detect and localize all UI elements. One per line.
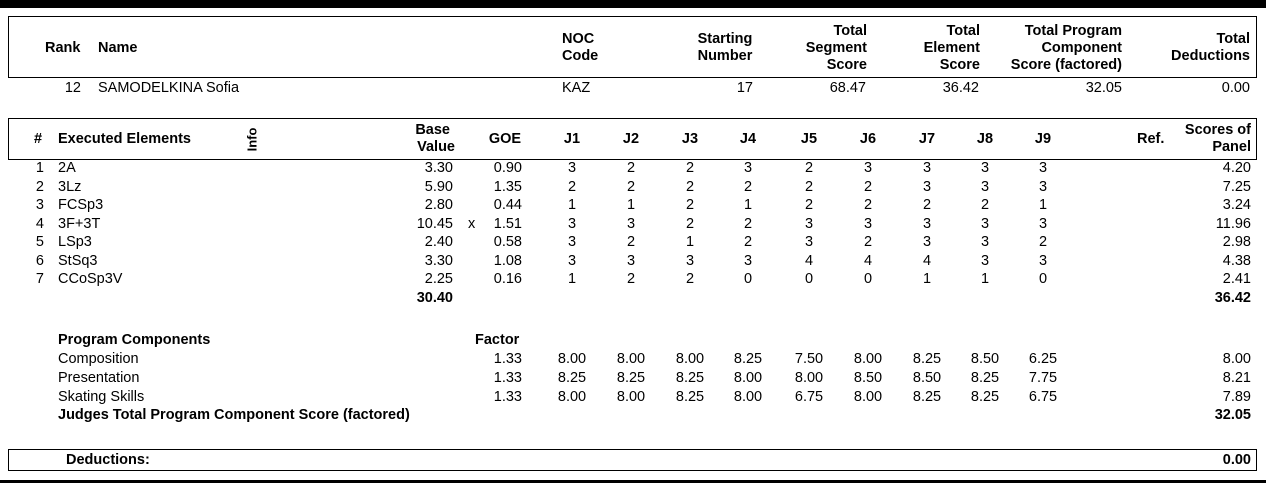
element-goe: 0.58 [493,234,522,250]
element-number: 7 [35,271,44,287]
judge-header-9: J9 [1034,131,1052,147]
element-judge-score: 1 [567,197,577,213]
element-name: LSp3 [58,234,92,250]
element-number: 5 [35,234,44,250]
element-judge-score: 4 [863,252,873,269]
element-judge-score: 2 [626,234,636,250]
element-number: 6 [35,252,44,269]
element-judge-score: 1 [980,271,990,287]
skater-name: SAMODELKINA Sofia [98,80,240,96]
element-judge-score: 1 [567,271,577,287]
ref-header: Ref. [1137,131,1165,147]
skater-noc: KAZ [562,80,591,96]
skater-start: 17 [736,80,753,96]
judge-header-4: J4 [739,131,757,147]
starting-header-1: Starting [697,31,753,47]
component-judge-score: 8.25 [970,389,1000,405]
skater-ded: 0.00 [1221,80,1250,96]
component-judge-score: 8.00 [853,351,883,367]
component-judge-score: 8.25 [557,370,587,386]
component-judge-score: 8.00 [616,389,646,405]
deductions-label: Deductions: [66,452,150,468]
element-base-value: 3.30 [424,252,453,269]
element-judge-score: 2 [626,271,636,287]
component-judge-score: 8.25 [616,370,646,386]
element-judge-score: 3 [804,215,814,232]
element-judge-score: 2 [626,160,636,176]
element-goe: 1.35 [493,178,522,195]
element-judge-score: 3 [743,252,753,269]
component-judge-score: 8.50 [970,351,1000,367]
element-judge-score: 2 [980,197,990,213]
element-base-value: 2.25 [424,271,453,287]
element-name: FCSp3 [58,197,104,213]
element-panel-score: 4.20 [1222,160,1251,176]
deductions-box [8,449,1257,471]
element-judge-score: 0 [863,271,873,287]
element-judge-score: 3 [863,160,873,176]
component-judge-score: 8.50 [853,370,883,386]
deductions-value: 0.00 [1222,452,1251,468]
component-judge-score: 8.00 [794,370,824,386]
component-factor: 1.33 [493,351,522,367]
element-name: 2A [58,160,76,176]
element-judge-score: 2 [743,215,753,232]
judge-header-6: J6 [859,131,877,147]
judge-header-1: J1 [563,131,581,147]
component-factor: 1.33 [493,389,522,405]
element-judge-score: 3 [980,178,990,195]
element-judge-score: 2 [567,178,577,195]
elements-panel-total: 36.42 [1214,290,1251,306]
tes-header-2: Element [923,40,980,56]
element-judge-score: 0 [1038,271,1048,287]
ded-header-2: Deductions [1171,48,1250,64]
element-base-value: 5.90 [424,178,453,195]
element-name: StSq3 [58,252,98,269]
pcs-header-3: Score (factored) [1010,57,1122,73]
element-name: 3F+3T [58,215,101,232]
top-bar [0,0,1266,8]
element-judge-score: 2 [804,160,814,176]
component-judge-score: 8.25 [912,351,942,367]
judge-header-8: J8 [976,131,994,147]
component-judge-score: 7.50 [794,351,824,367]
goe-header: GOE [488,131,522,147]
element-goe: 1.08 [493,252,522,269]
component-judge-score: 8.00 [675,351,705,367]
component-panel-score: 7.89 [1222,389,1251,405]
skater-tes: 36.42 [942,80,979,96]
panel-header-2: Panel [1212,139,1251,155]
element-judge-score: 3 [980,234,990,250]
component-name: Skating Skills [58,389,145,405]
component-judge-score: 8.00 [557,389,587,405]
element-panel-score: 2.98 [1222,234,1251,250]
element-base-value: 2.80 [424,197,453,213]
component-judge-score: 8.25 [675,370,705,386]
noc-header-1: NOC [562,31,595,47]
element-judge-score: 3 [804,234,814,250]
element-judge-score: 1 [743,197,753,213]
component-judge-score: 8.00 [853,389,883,405]
element-judge-score: 2 [685,271,695,287]
component-judge-score: 6.25 [1028,351,1058,367]
element-judge-score: 3 [922,160,932,176]
element-panel-score: 3.24 [1222,197,1251,213]
element-judge-score: 3 [863,215,873,232]
element-judge-score: 3 [980,252,990,269]
element-judge-score: 4 [922,252,932,269]
noc-header-2: Code [562,48,599,64]
element-judge-score: 3 [567,215,577,232]
component-factor: 1.33 [493,370,522,386]
component-judge-score: 8.25 [970,370,1000,386]
element-goe: 0.90 [493,160,522,176]
skater-rank: 12 [64,80,81,96]
element-judge-score: 2 [804,178,814,195]
element-judge-score: 2 [743,234,753,250]
element-judge-score: 3 [567,252,577,269]
judge-header-2: J2 [622,131,640,147]
element-base-value: 3.30 [424,160,453,176]
element-number: 2 [35,178,44,195]
component-judge-score: 8.25 [733,351,763,367]
element-judge-score: 2 [863,178,873,195]
component-judge-score: 8.00 [616,351,646,367]
ded-header-1: Total [1216,31,1250,47]
component-judge-score: 6.75 [794,389,824,405]
element-judge-score: 3 [922,234,932,250]
factor-header: Factor [475,332,520,348]
component-judge-score: 8.00 [733,370,763,386]
name-header: Name [98,40,138,56]
judge-header-5: J5 [800,131,818,147]
num-header: # [34,131,43,147]
element-judge-score: 4 [804,252,814,269]
component-judge-score: 6.75 [1028,389,1058,405]
element-goe: 0.16 [493,271,522,287]
component-judge-score: 8.50 [912,370,942,386]
element-judge-score: 2 [685,160,695,176]
element-judge-score: 2 [1038,234,1048,250]
element-judge-score: 3 [1038,252,1048,269]
executed-header: Executed Elements [58,131,191,147]
element-judge-score: 3 [743,160,753,176]
skater-tss: 68.47 [829,80,866,96]
pcs-header-1: Total Program [1024,23,1122,39]
element-judge-score: 1 [626,197,636,213]
element-judge-score: 2 [863,197,873,213]
tss-header-3: Score [826,57,867,73]
pc-total-label: Judges Total Program Component Score (factored) [58,407,410,423]
element-judge-score: 2 [922,197,932,213]
base-header-1: Base [415,122,450,138]
element-judge-score: 3 [922,215,932,232]
component-judge-score: 8.00 [733,389,763,405]
element-judge-score: 3 [626,252,636,269]
component-name: Composition [58,351,139,367]
component-panel-score: 8.21 [1222,370,1251,386]
element-number: 1 [35,160,44,176]
starting-header-2: Number [697,48,753,64]
element-mark: x [468,215,476,232]
judge-header-3: J3 [681,131,699,147]
pcs-header-2: Component [1041,40,1122,56]
element-judge-score: 3 [626,215,636,232]
component-judge-score: 8.00 [557,351,587,367]
element-judge-score: 0 [804,271,814,287]
element-base-value: 2.40 [424,234,453,250]
tss-header-1: Total [833,23,867,39]
component-judge-score: 8.25 [912,389,942,405]
element-judge-score: 2 [743,178,753,195]
pc-total-value: 32.05 [1214,407,1251,423]
element-number: 4 [35,215,44,232]
tss-header-2: Segment [805,40,867,56]
element-judge-score: 1 [685,234,695,250]
element-name: CCoSp3V [58,271,123,287]
element-name: 3Lz [58,178,82,195]
element-judge-score: 2 [685,178,695,195]
element-panel-score: 7.25 [1222,178,1251,195]
element-judge-score: 3 [567,234,577,250]
element-judge-score: 0 [743,271,753,287]
element-panel-score: 4.38 [1222,252,1251,269]
element-panel-score: 2.41 [1222,271,1251,287]
tes-header-3: Score [939,57,980,73]
pc-title: Program Components [58,332,211,348]
element-judge-score: 1 [922,271,932,287]
element-judge-score: 2 [685,197,695,213]
element-judge-score: 2 [804,197,814,213]
element-judge-score: 3 [980,215,990,232]
element-judge-score: 2 [863,234,873,250]
element-judge-score: 1 [1038,197,1048,213]
element-judge-score: 2 [685,215,695,232]
info-header: Info [244,127,260,152]
element-panel-score: 11.96 [1215,215,1251,232]
element-judge-score: 3 [685,252,695,269]
element-judge-score: 3 [1038,160,1048,176]
element-goe: 0.44 [493,197,522,213]
element-judge-score: 3 [980,160,990,176]
element-judge-score: 3 [922,178,932,195]
base-header-2: Value [417,139,455,155]
component-name: Presentation [58,370,140,386]
element-judge-score: 3 [567,160,577,176]
judge-header-7: J7 [918,131,936,147]
skater-pcs: 32.05 [1085,80,1122,96]
element-goe: 1.51 [493,215,522,232]
rank-header: Rank [45,40,81,56]
element-judge-score: 3 [1038,178,1048,195]
element-number: 3 [35,197,44,213]
panel-header-1: Scores of [1184,122,1251,138]
element-base-value: 10.45 [416,215,453,232]
element-judge-score: 2 [626,178,636,195]
component-judge-score: 8.25 [675,389,705,405]
element-judge-score: 3 [1038,215,1048,232]
tes-header-1: Total [946,23,980,39]
component-judge-score: 7.75 [1028,370,1058,386]
elements-base-total: 30.40 [416,290,453,306]
component-panel-score: 8.00 [1222,351,1251,367]
